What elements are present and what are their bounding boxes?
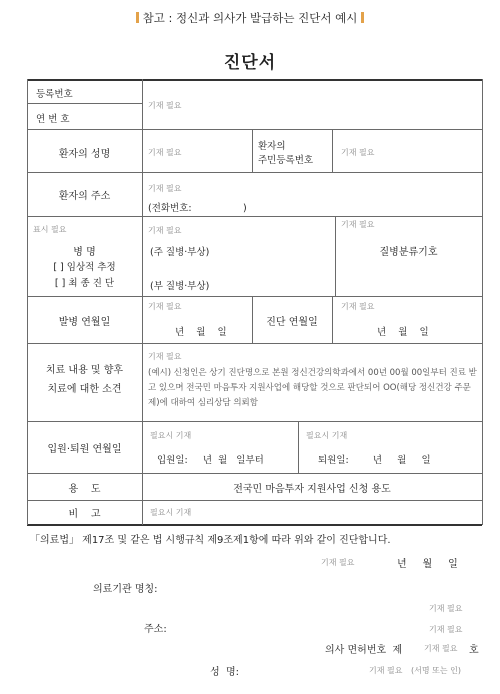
signer-name-required: 기재 필요 xyxy=(369,666,403,675)
row-divider xyxy=(27,129,482,130)
treatment-required: 기재 필요 xyxy=(148,352,182,361)
legal-statement: 「의료법」 제17조 및 같은 법 시행규칙 제9조제1항에 따라 위와 같이 진단합니다. xyxy=(30,535,391,546)
patient-name-required: 기재 필요 xyxy=(148,148,182,157)
admission-when-needed: 필요시 기재 xyxy=(150,431,192,440)
date-required: 기재 필요 xyxy=(321,558,355,567)
column-divider xyxy=(332,129,333,172)
treatment-label-1: 치료 내용 및 향후 xyxy=(45,365,124,376)
row-divider xyxy=(27,216,482,217)
diagnosis-date-required: 기재 필요 xyxy=(341,302,375,311)
banner-right-marker xyxy=(361,12,364,23)
admission-date-value: 입원일: 년 월 일부터 xyxy=(157,455,264,466)
label-column-divider xyxy=(142,79,143,525)
notice-banner xyxy=(0,10,500,26)
treatment-label-2: 치료에 대한 소견 xyxy=(47,384,122,395)
institution-name-required: 기재 필요 xyxy=(429,604,463,613)
patient-address-required: 기재 필요 xyxy=(148,184,182,193)
issue-date: 년 월 일 xyxy=(397,559,458,570)
address-label: 주소: xyxy=(144,624,167,635)
row-divider xyxy=(27,172,482,173)
main-disease-label: (주 질병·부상) xyxy=(150,247,210,258)
row-divider xyxy=(27,296,482,297)
display-required-note: 표시 필요 xyxy=(33,225,67,234)
banner-left-marker xyxy=(136,12,139,23)
phone-field: (전화번호: ) xyxy=(148,203,247,214)
reg-no-divider xyxy=(27,103,142,104)
column-divider xyxy=(298,421,299,473)
table-bottom-border xyxy=(27,524,482,526)
serial-no-label: 연 번 호 xyxy=(36,114,70,125)
page-title: 진단서 xyxy=(223,53,277,73)
address-required: 기재 필요 xyxy=(429,625,463,634)
signature-note: (서명 또는 인) xyxy=(411,666,461,675)
table-top-border xyxy=(27,79,482,81)
admission-discharge-label: 입원·퇴원 연월일 xyxy=(47,444,122,455)
patient-rrn-required: 기재 필요 xyxy=(341,148,375,157)
onset-date-label: 발병 연월일 xyxy=(58,317,111,328)
banner-text: 참고 : 정신과 의사가 발급하는 진단서 예시 xyxy=(142,11,358,25)
remarks-label: 비 고 xyxy=(68,509,101,520)
treatment-example-text: (예시) 신청인은 상기 진단명으로 본원 정신건강의학과에서 00년 00월 00일부터 진료 받고 있으며 전국민 마음투자 지원사업에 해당할 것으로 판단되어 OO(해당 정신건강 주문제)에 대하여 심리상담 의뢰함 xyxy=(148,368,477,408)
disease-code-label: 질병분류기호 xyxy=(379,247,438,258)
patient-rrn-label-2: 주민등록번호 xyxy=(258,155,314,166)
patient-address-label: 환자의 주소 xyxy=(58,191,111,202)
onset-date-value: 년 월 일 xyxy=(175,327,227,338)
row-divider xyxy=(27,343,482,344)
signer-name-label: 성 명: xyxy=(210,667,240,678)
reg-no-label: 등록번호 xyxy=(36,89,73,100)
table-right-border xyxy=(482,79,483,525)
discharge-date-value: 퇴원일: 년 월 일 xyxy=(318,455,431,466)
final-diagnosis-option: [ ] 최 종 진 단 xyxy=(54,278,115,289)
diagnosis-date-value: 년 월 일 xyxy=(377,327,429,338)
sub-disease-label: (부 질병·부상) xyxy=(150,281,210,292)
column-divider xyxy=(332,296,333,343)
purpose-value: 전국민 마음투자 지원사업 신청 용도 xyxy=(233,484,391,495)
purpose-label: 용 도 xyxy=(68,484,101,495)
row-divider xyxy=(27,500,482,501)
license-number-required: 기재 필요 xyxy=(424,644,458,653)
diagnosis-date-label: 진단 연월일 xyxy=(266,317,318,328)
disease-code-required: 기재 필요 xyxy=(341,220,375,229)
patient-name-label: 환자의 성명 xyxy=(58,149,111,160)
disease-required: 기재 필요 xyxy=(148,226,182,235)
discharge-when-needed: 필요시 기재 xyxy=(306,431,348,440)
disease-name-label: 병 명 xyxy=(73,247,96,258)
remarks-when-needed: 필요시 기재 xyxy=(150,508,192,517)
license-number-label: 의사 면허번호 제 xyxy=(325,645,403,656)
license-number-suffix: 호 xyxy=(469,645,479,656)
row-divider xyxy=(27,473,482,474)
institution-name-label: 의료기관 명칭: xyxy=(93,584,158,595)
row-divider xyxy=(27,421,482,422)
patient-rrn-label-1: 환자의 xyxy=(258,141,286,152)
reg-no-required: 기재 필요 xyxy=(148,101,182,110)
onset-date-required: 기재 필요 xyxy=(148,302,182,311)
clinical-presumed-option: [ ] 임상적 추정 xyxy=(53,262,116,273)
column-divider xyxy=(252,129,253,172)
